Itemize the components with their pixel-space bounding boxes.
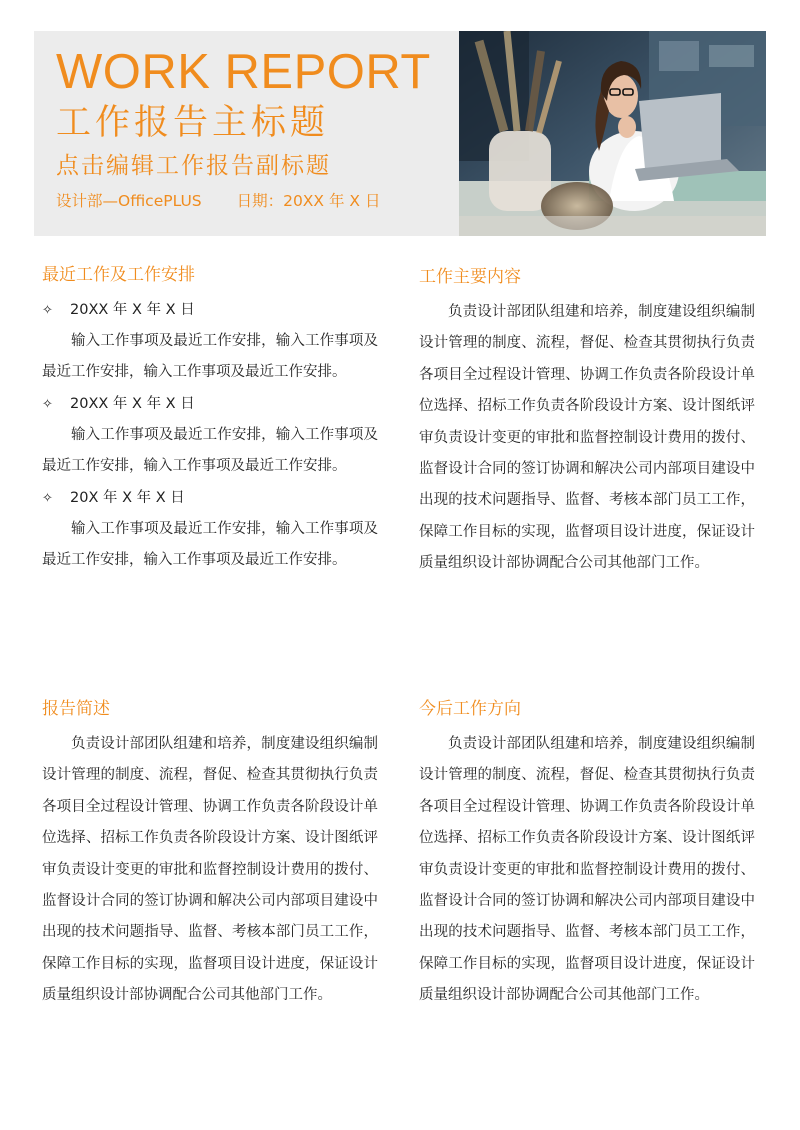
item-text[interactable]: 输入工作事项及最近工作安排，输入工作事项及最近工作安排，输入工作事项及最近工作安排。 [42, 426, 378, 475]
meta-row [56, 187, 456, 215]
future-title[interactable]: 今后工作方向 [419, 699, 521, 719]
item-date[interactable]: ✧ 20X 年 X 年 X 日 [42, 483, 378, 514]
main-content-title[interactable]: 工作主要内容 [419, 267, 521, 287]
department-label[interactable]: 设计部—OfficePLUS [56, 192, 202, 210]
recent-work-item [42, 295, 378, 389]
summary-section [42, 696, 378, 1012]
woman-at-laptop-photo [459, 31, 766, 236]
date-label[interactable]: 日期：20XX 年 X 日 [236, 192, 381, 210]
main-content-text[interactable]: 负责设计部团队组建和培养，制度建设组织编制设计管理的制度、流程，督促、检查其贯彻执行负责各项目全过程设计管理、协调工作负责各阶段设计单位选择、招标工作负责各阶段设计方案、设计图纸评审负责设计变更的审批和监督控制设计费用的拨付、监督设计合同的签订协调和解决公司内部项目建设中出现的技术问题指导、监督、考核本部门员工工作，保障工作目标的实现，监督项目设计进度，保证设计质量组织设计部协调配合公司其他部门工作。 [419, 304, 755, 572]
recent-work-title[interactable]: 最近工作及工作安排 [42, 265, 195, 285]
summary-title[interactable]: 报告简述 [42, 699, 110, 719]
item-date[interactable]: ✧ 20XX 年 X 年 X 日 [42, 295, 378, 326]
future-section [419, 696, 755, 1012]
item-text[interactable]: 输入工作事项及最近工作安排，输入工作事项及最近工作安排，输入工作事项及最近工作安排。 [42, 333, 378, 381]
title-english[interactable]: WORK REPORT [56, 45, 431, 99]
sparkle-bullet-icon: ✧ [42, 396, 53, 412]
item-text[interactable]: 输入工作事项及最近工作安排，输入工作事项及最近工作安排，输入工作事项及最近工作安排。 [42, 520, 378, 569]
recent-work-item [42, 483, 378, 577]
subtitle[interactable]: 点击编辑工作报告副标题 [56, 153, 331, 179]
header-text-block [56, 45, 456, 215]
recent-work-item [42, 389, 378, 483]
future-text[interactable]: 负责设计部团队组建和培养，制度建设组织编制设计管理的制度、流程，督促、检查其贯彻执行负责各项目全过程设计管理、协调工作负责各阶段设计单位选择、招标工作负责各阶段设计方案、设计图纸评审负责设计变更的审批和监督控制设计费用的拨付、监督设计合同的签订协调和解决公司内部项目建设中出现的技术问题指导、监督、考核本部门员工工作，保障工作目标的实现，监督项目设计进度，保证设计质量组织设计部协调配合公司其他部门工作。 [419, 736, 755, 1004]
recent-work-section [42, 262, 378, 576]
sparkle-bullet-icon: ✧ [42, 490, 53, 506]
report-header [34, 31, 766, 236]
title-chinese[interactable]: 工作报告主标题 [56, 103, 330, 143]
item-date[interactable]: ✧ 20XX 年 X 年 X 日 [42, 389, 378, 420]
summary-text[interactable]: 负责设计部团队组建和培养，制度建设组织编制设计管理的制度、流程，督促、检查其贯彻执行负责各项目全过程设计管理、协调工作负责各阶段设计单位选择、招标工作负责各阶段设计方案、设计图纸评审负责设计变更的审批和监督控制设计费用的拨付、监督设计合同的签订协调和解决公司内部项目建设中出现的技术问题指导、监督、考核本部门员工工作，保障工作目标的实现，监督项目设计进度，保证设计质量组织设计部协调配合公司其他部门工作。 [42, 736, 378, 1004]
main-content-section [419, 264, 755, 580]
sparkle-bullet-icon: ✧ [42, 303, 53, 318]
